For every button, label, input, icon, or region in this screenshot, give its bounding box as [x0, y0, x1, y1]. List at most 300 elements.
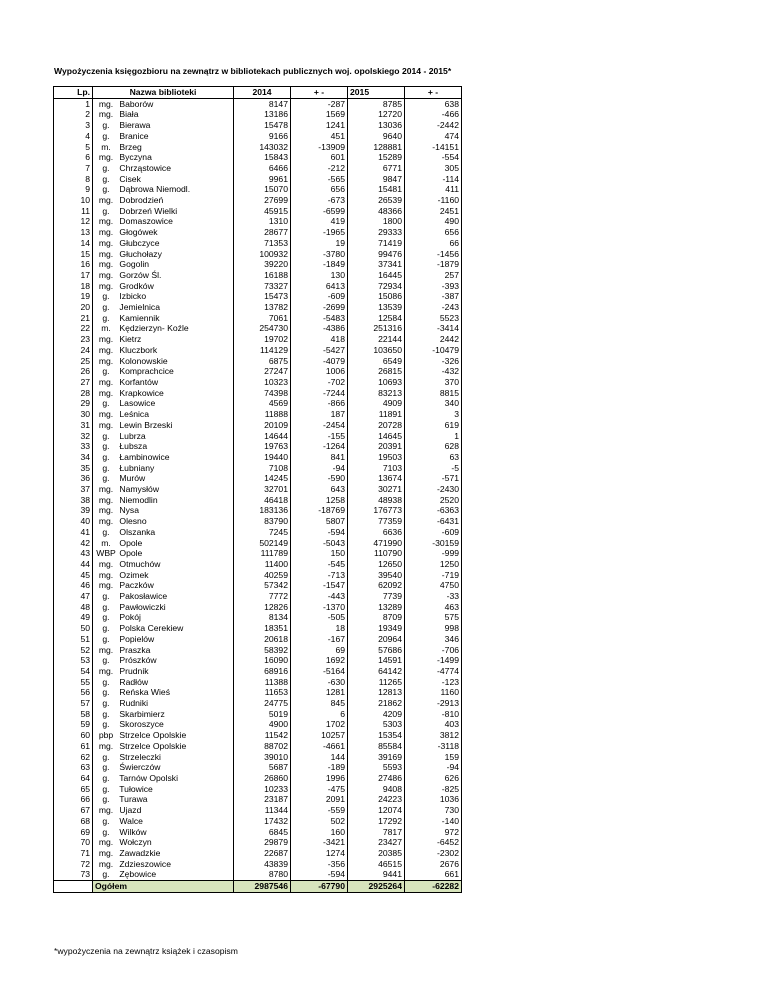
value-2015: 13674	[348, 473, 405, 484]
library-name: Kolonowskie	[119, 355, 168, 366]
library-name: Wołczyn	[119, 837, 152, 848]
library-name: Olszanka	[119, 526, 156, 537]
row-number: 71	[54, 848, 93, 859]
table-body	[54, 98, 462, 892]
library-name: Ujazd	[119, 805, 142, 816]
library-type: mg.	[98, 344, 114, 355]
table-row	[54, 206, 462, 217]
table-row	[54, 527, 462, 538]
diff-2015: -94	[405, 762, 462, 773]
library-name-cell	[93, 794, 234, 805]
table-row	[54, 291, 462, 302]
table-row	[54, 420, 462, 431]
diff-2014: 502	[291, 816, 348, 827]
library-name-cell	[93, 163, 234, 174]
diff-2014: 150	[291, 548, 348, 559]
library-name-cell	[93, 687, 234, 698]
total-empty-cell	[54, 881, 93, 893]
table-row	[54, 366, 462, 377]
table-row	[54, 398, 462, 409]
library-name: Jemielnica	[119, 302, 160, 313]
table-row	[54, 281, 462, 292]
diff-2014: -1547	[291, 580, 348, 591]
library-name: Pakosławice	[119, 591, 168, 602]
table-row	[54, 131, 462, 142]
diff-2014: -3421	[291, 837, 348, 848]
library-name: Strzelce Opolskie	[119, 730, 187, 741]
value-2015: 19503	[348, 452, 405, 463]
table-row	[54, 623, 462, 634]
value-2014: 7061	[234, 313, 291, 324]
value-2014: 8134	[234, 612, 291, 623]
diff-2014: -1370	[291, 602, 348, 613]
diff-2014: 160	[291, 827, 348, 838]
table-row	[54, 794, 462, 805]
diff-2014: -5164	[291, 666, 348, 677]
value-2014: 6466	[234, 163, 291, 174]
diff-2015: 1	[405, 431, 462, 442]
diff-2015: 661	[405, 869, 462, 880]
diff-2015: -1160	[405, 195, 462, 206]
library-name: Radłów	[119, 676, 149, 687]
diff-2014: -356	[291, 859, 348, 870]
library-name: Polska Cerekiew	[119, 623, 184, 634]
library-name-cell	[93, 869, 234, 880]
library-type: mg.	[98, 847, 114, 858]
value-2014: 74398	[234, 388, 291, 399]
row-number: 67	[54, 805, 93, 816]
value-2014: 26860	[234, 773, 291, 784]
row-number: 6	[54, 152, 93, 163]
value-2015: 20728	[348, 420, 405, 431]
table-row	[54, 334, 462, 345]
diff-2015: -140	[405, 816, 462, 827]
diff-2015: -6431	[405, 516, 462, 527]
row-number: 15	[54, 249, 93, 260]
row-number: 26	[54, 366, 93, 377]
row-number: 59	[54, 719, 93, 730]
value-2015: 128881	[348, 142, 405, 153]
library-name-cell	[93, 174, 234, 185]
library-type: g.	[102, 633, 110, 644]
library-name-cell	[93, 227, 234, 238]
library-name: Pokój	[119, 612, 141, 623]
table-row	[54, 869, 462, 880]
library-name: Niemodlin	[119, 494, 158, 505]
library-name: Ozimek	[119, 569, 149, 580]
library-type: g.	[102, 815, 110, 826]
value-2014: 68916	[234, 666, 291, 677]
value-2014: 71353	[234, 238, 291, 249]
value-2015: 99476	[348, 249, 405, 260]
diff-2014: 69	[291, 645, 348, 656]
value-2015: 4209	[348, 709, 405, 720]
table-row	[54, 259, 462, 270]
row-number: 43	[54, 548, 93, 559]
diff-2014: 1006	[291, 366, 348, 377]
library-type: mg.	[98, 195, 114, 206]
library-name-cell	[93, 666, 234, 677]
diff-2015: -14151	[405, 142, 462, 153]
value-2015: 9408	[348, 784, 405, 795]
diff-2015: 159	[405, 752, 462, 763]
value-2014: 28677	[234, 227, 291, 238]
value-2014: 13782	[234, 302, 291, 313]
value-2015: 46515	[348, 859, 405, 870]
diff-2015: -719	[405, 570, 462, 581]
library-name: Otmuchów	[119, 558, 161, 569]
diff-2015: 4750	[405, 580, 462, 591]
library-name: Domaszowice	[119, 216, 173, 227]
library-name-cell	[93, 612, 234, 623]
value-2015: 11891	[348, 409, 405, 420]
row-number: 20	[54, 302, 93, 313]
row-number: 48	[54, 602, 93, 613]
diff-2015: 656	[405, 227, 462, 238]
table-row	[54, 837, 462, 848]
diff-2014: 1692	[291, 655, 348, 666]
table-row	[54, 741, 462, 752]
row-number: 47	[54, 591, 93, 602]
row-number: 21	[54, 313, 93, 324]
diff-2015: 619	[405, 420, 462, 431]
diff-2015: 628	[405, 441, 462, 452]
library-type: g.	[102, 130, 110, 141]
value-2014: 8147	[234, 98, 291, 109]
library-name-cell	[93, 98, 234, 109]
library-name-cell	[93, 538, 234, 549]
total-2014: 2987546	[234, 881, 291, 893]
diff-2014: -13909	[291, 142, 348, 153]
value-2014: 14644	[234, 431, 291, 442]
header-diff-2014: + -	[291, 87, 348, 99]
diff-2015: 3812	[405, 730, 462, 741]
value-2015: 29333	[348, 227, 405, 238]
library-name-cell	[93, 591, 234, 602]
diff-2015: -243	[405, 302, 462, 313]
value-2015: 9847	[348, 174, 405, 185]
diff-2014: -594	[291, 869, 348, 880]
library-name: Turawa	[119, 794, 148, 805]
value-2014: 7245	[234, 527, 291, 538]
library-type: g.	[102, 676, 110, 687]
library-type: g.	[102, 719, 110, 730]
diff-2015: 257	[405, 270, 462, 281]
library-type: mg.	[98, 837, 114, 848]
library-name-cell	[93, 216, 234, 227]
diff-2015: 411	[405, 184, 462, 195]
row-number: 35	[54, 463, 93, 474]
row-number: 16	[54, 259, 93, 270]
library-name: Pawłowiczki	[119, 601, 166, 612]
row-number: 32	[54, 431, 93, 442]
value-2014: 27699	[234, 195, 291, 206]
row-number: 2	[54, 109, 93, 120]
library-name: Cisek	[119, 173, 141, 184]
header-diff-2015: + -	[405, 87, 462, 99]
table-row	[54, 784, 462, 795]
library-type: g.	[102, 826, 110, 837]
value-2015: 72934	[348, 281, 405, 292]
library-name: Praszka	[119, 644, 151, 655]
diff-2014: -545	[291, 559, 348, 570]
diff-2014: -443	[291, 591, 348, 602]
library-type: mg.	[98, 580, 114, 591]
library-type: m.	[101, 323, 111, 334]
value-2015: 62092	[348, 580, 405, 591]
value-2015: 15289	[348, 152, 405, 163]
diff-2015: -999	[405, 548, 462, 559]
library-name-cell	[93, 730, 234, 741]
value-2014: 8780	[234, 869, 291, 880]
diff-2014: -189	[291, 762, 348, 773]
diff-2014: 1569	[291, 109, 348, 120]
row-number: 23	[54, 334, 93, 345]
total-row	[54, 881, 462, 893]
library-name: Gorzów Śl.	[119, 269, 162, 280]
row-number: 72	[54, 859, 93, 870]
value-2015: 30271	[348, 484, 405, 495]
diff-2015: -432	[405, 366, 462, 377]
library-name-cell	[93, 131, 234, 142]
library-name: Leśnica	[119, 409, 150, 420]
library-name: Olesno	[119, 516, 147, 527]
library-name: Łubniany	[119, 462, 155, 473]
row-number: 28	[54, 388, 93, 399]
value-2015: 12720	[348, 109, 405, 120]
diff-2015: 66	[405, 238, 462, 249]
row-number: 61	[54, 741, 93, 752]
diff-2014: 18	[291, 623, 348, 634]
table-row	[54, 216, 462, 227]
value-2015: 4909	[348, 398, 405, 409]
library-type: g.	[102, 762, 110, 773]
library-name: Opole	[119, 548, 143, 559]
diff-2014: -6599	[291, 206, 348, 217]
value-2014: 15473	[234, 291, 291, 302]
library-name-cell	[93, 709, 234, 720]
value-2015: 6771	[348, 163, 405, 174]
value-2014: 4900	[234, 719, 291, 730]
diff-2014: -590	[291, 473, 348, 484]
diff-2014: 1274	[291, 848, 348, 859]
library-type: g.	[102, 773, 110, 783]
library-name-cell	[93, 762, 234, 773]
row-number: 14	[54, 238, 93, 249]
row-number: 19	[54, 291, 93, 302]
value-2015: 21862	[348, 698, 405, 709]
value-2015: 12584	[348, 313, 405, 324]
diff-2014: -4079	[291, 356, 348, 367]
diff-2015: -6452	[405, 837, 462, 848]
diff-2015: 2676	[405, 859, 462, 870]
value-2014: 7772	[234, 591, 291, 602]
table-row	[54, 580, 462, 591]
header-2015: 2015	[348, 87, 405, 99]
diff-2014: -4386	[291, 323, 348, 334]
row-number: 52	[54, 645, 93, 656]
library-type: g.	[102, 623, 110, 634]
value-2014: 58392	[234, 645, 291, 656]
table-row	[54, 538, 462, 549]
table-row	[54, 152, 462, 163]
row-number: 49	[54, 612, 93, 623]
library-name: Lewin Brzeski	[119, 419, 173, 430]
row-number: 5	[54, 142, 93, 153]
library-type: g.	[102, 698, 110, 709]
library-type: g.	[102, 441, 110, 452]
diff-2015: -810	[405, 709, 462, 720]
library-name-cell	[93, 837, 234, 848]
library-type: g.	[102, 473, 110, 484]
diff-2014: 841	[291, 452, 348, 463]
value-2015: 13036	[348, 120, 405, 131]
value-2014: 15843	[234, 152, 291, 163]
library-name-cell	[93, 388, 234, 399]
diff-2014: -630	[291, 677, 348, 688]
diff-2014: 418	[291, 334, 348, 345]
value-2015: 15086	[348, 291, 405, 302]
table-row	[54, 120, 462, 131]
library-type: mg.	[98, 98, 114, 109]
library-name: Głubczyce	[119, 237, 160, 248]
table-row	[54, 655, 462, 666]
diff-2014: 144	[291, 752, 348, 763]
diff-2014: -167	[291, 634, 348, 645]
value-2015: 20385	[348, 848, 405, 859]
library-name: Skarbimierz	[119, 708, 165, 719]
row-number: 36	[54, 473, 93, 484]
diff-2015: -114	[405, 174, 462, 185]
value-2014: 4569	[234, 398, 291, 409]
library-name-cell	[93, 484, 234, 495]
library-name: Paczków	[119, 580, 154, 591]
table-row	[54, 634, 462, 645]
library-type: g.	[102, 430, 110, 441]
row-number: 22	[54, 323, 93, 334]
library-name-cell	[93, 516, 234, 527]
row-number: 25	[54, 356, 93, 367]
value-2015: 37341	[348, 259, 405, 270]
library-type: mg.	[98, 269, 114, 280]
diff-2014: 1996	[291, 773, 348, 784]
library-name: Dąbrowa Niemodl.	[119, 184, 191, 195]
value-2014: 17432	[234, 816, 291, 827]
library-type: mg.	[98, 644, 114, 655]
value-2015: 5593	[348, 762, 405, 773]
diff-2014: 656	[291, 184, 348, 195]
diff-2015: 8815	[405, 388, 462, 399]
diff-2014: -94	[291, 463, 348, 474]
table-row	[54, 762, 462, 773]
value-2015: 16445	[348, 270, 405, 281]
diff-2014: -565	[291, 174, 348, 185]
library-name-cell	[93, 677, 234, 688]
library-name: Dobrodzień	[119, 195, 164, 206]
value-2014: 10323	[234, 377, 291, 388]
library-type: g.	[102, 783, 110, 794]
diff-2014: -594	[291, 527, 348, 538]
library-name: Korfantów	[119, 376, 159, 387]
row-number: 13	[54, 227, 93, 238]
row-number: 55	[54, 677, 93, 688]
library-name: Prószków	[119, 655, 157, 666]
library-name-cell	[93, 848, 234, 859]
table-row	[54, 612, 462, 623]
table-row	[54, 356, 462, 367]
value-2015: 48938	[348, 495, 405, 506]
library-name-cell	[93, 495, 234, 506]
library-name: Lasowice	[119, 398, 156, 409]
value-2015: 6549	[348, 356, 405, 367]
diff-2014: 419	[291, 216, 348, 227]
row-number: 29	[54, 398, 93, 409]
diff-2014: -1849	[291, 259, 348, 270]
library-name-cell	[93, 302, 234, 313]
value-2014: 39010	[234, 752, 291, 763]
library-name-cell	[93, 366, 234, 377]
library-name: Zawadzkie	[119, 847, 161, 858]
value-2015: 8709	[348, 612, 405, 623]
diff-2015: -4774	[405, 666, 462, 677]
library-type: mg.	[98, 516, 114, 527]
value-2015: 471990	[348, 538, 405, 549]
value-2014: 10233	[234, 784, 291, 795]
library-name: Bierawa	[119, 120, 151, 131]
footnote: *wypożyczenia na zewnątrz książek i czasopism	[54, 946, 238, 956]
value-2015: 64142	[348, 666, 405, 677]
value-2015: 13289	[348, 602, 405, 613]
row-number: 33	[54, 441, 93, 452]
row-number: 27	[54, 377, 93, 388]
diff-2014: -18769	[291, 505, 348, 516]
library-type: g.	[102, 794, 110, 805]
document-title: Wypożyczenia księgozbioru na zewnątrz w bibliotekach publicznych woj. opolskiego 2014 - 2015*	[54, 66, 452, 76]
library-name-cell	[93, 527, 234, 538]
table-row	[54, 98, 462, 109]
diff-2015: 490	[405, 216, 462, 227]
library-name-cell	[93, 548, 234, 559]
value-2014: 11400	[234, 559, 291, 570]
value-2015: 7817	[348, 827, 405, 838]
table-row	[54, 816, 462, 827]
header-2014: 2014	[234, 87, 291, 99]
value-2015: 17292	[348, 816, 405, 827]
value-2014: 114129	[234, 345, 291, 356]
library-name: Kietrz	[119, 334, 142, 345]
diff-2014: -505	[291, 612, 348, 623]
diff-2015: -2430	[405, 484, 462, 495]
library-name: Komprachcice	[119, 366, 174, 377]
library-name-cell	[93, 505, 234, 516]
value-2015: 24223	[348, 794, 405, 805]
diff-2014: -1965	[291, 227, 348, 238]
library-name-cell	[93, 345, 234, 356]
library-type: g.	[102, 869, 110, 880]
diff-2015: -706	[405, 645, 462, 656]
value-2014: 11344	[234, 805, 291, 816]
value-2014: 57342	[234, 580, 291, 591]
library-name-cell	[93, 784, 234, 795]
library-name: Tułowice	[119, 783, 153, 794]
diff-2014: -212	[291, 163, 348, 174]
diff-2015: -3414	[405, 323, 462, 334]
table-row	[54, 142, 462, 153]
value-2014: 100932	[234, 249, 291, 260]
value-2015: 251316	[348, 323, 405, 334]
library-name: Głuchołazy	[119, 248, 162, 259]
diff-2015: 474	[405, 131, 462, 142]
